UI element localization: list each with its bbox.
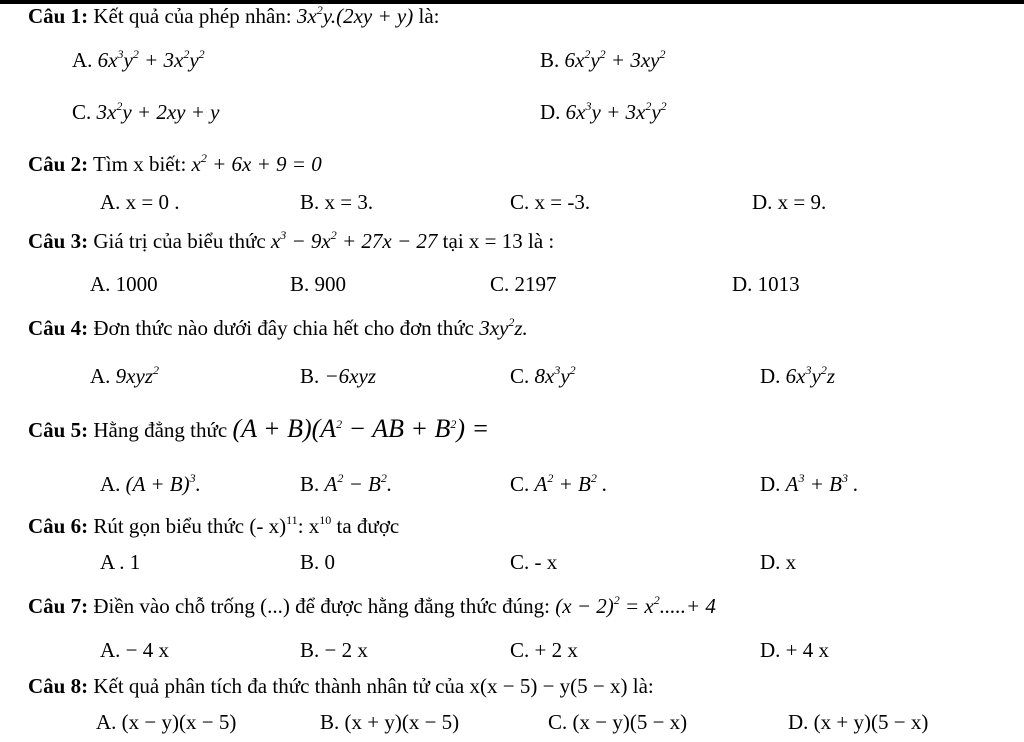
question-text: Giá trị của biểu thức [93, 229, 266, 253]
question-expression: $(A + B)(A^2$ − AB + $B^2$) = [232, 414, 490, 443]
option-text: (x + y)(5 − x) [813, 710, 929, 734]
question-label: Câu 7: [28, 594, 89, 618]
question-suffix: là: [632, 674, 654, 698]
option-c[interactable] [510, 638, 578, 663]
option-letter: B. [540, 48, 560, 72]
question-6 [28, 514, 399, 539]
option-letter: D. [752, 190, 773, 214]
option-letter: D. [540, 100, 561, 124]
option-a[interactable] [72, 48, 205, 73]
option-c[interactable] [510, 364, 576, 389]
question-expression: $3x^2y.(2xy + y)$ [296, 3, 414, 28]
option-text: (x − y)(5 − x) [572, 710, 688, 734]
option-b[interactable] [300, 550, 335, 575]
option-text: 2197 [514, 272, 557, 296]
option-text: 9xyz$^2$ [115, 363, 159, 388]
question-label: Câu 8: [28, 674, 89, 698]
option-letter: D. [760, 638, 781, 662]
option-text: 1013 [757, 272, 800, 296]
question-suffix: ta được [336, 514, 400, 538]
question-expression: $3xy^2z$. [479, 315, 528, 340]
question-expression: $x^3 - 9x^2 + 27x - 27$ [270, 228, 438, 253]
option-d[interactable] [788, 710, 928, 735]
option-d[interactable] [752, 190, 826, 215]
option-a[interactable] [96, 710, 236, 735]
option-text: x [785, 550, 797, 574]
option-text: $A^3 + B^3$ . [785, 471, 859, 496]
question-label: Câu 6: [28, 514, 89, 538]
option-b[interactable] [300, 190, 373, 215]
option-letter: C. [72, 100, 92, 124]
option-text: 900 [314, 272, 347, 296]
option-c[interactable] [548, 710, 687, 735]
option-letter: B. [300, 550, 320, 574]
question-expression: $(x - 2)^2 = x^2.....+ 4$ [555, 593, 716, 618]
question-text: Đơn thức nào dưới đây chia hết cho đơn thức [93, 316, 474, 340]
option-letter: B. [300, 638, 320, 662]
question-text: Tìm x biết: [92, 152, 187, 176]
option-d[interactable] [760, 638, 829, 663]
option-letter: A. [100, 638, 121, 662]
option-text: $A^2 + B^2$ . [534, 471, 608, 496]
option-letter: A [100, 550, 115, 574]
question-expression: $x^2 + 6x + 9 = 0$ [191, 151, 322, 176]
question-2 [28, 152, 322, 177]
option-a[interactable] [90, 272, 158, 297]
question-7 [28, 594, 716, 619]
option-c[interactable] [72, 100, 219, 125]
option-letter: C. [510, 190, 530, 214]
option-text: x = 0 . [125, 190, 180, 214]
option-a[interactable] [90, 364, 159, 389]
option-letter: B. [300, 472, 320, 496]
option-letter: B. [300, 190, 320, 214]
option-d[interactable] [760, 550, 796, 575]
option-text: $6x^3y^2 + 3x^2y^2$ [97, 47, 205, 72]
option-text: + 4 x [785, 638, 830, 662]
option-b[interactable] [290, 272, 346, 297]
option-text: 0 [324, 550, 336, 574]
option-letter: A. [100, 190, 121, 214]
option-letter: C. [510, 364, 530, 388]
option-letter: A. [96, 710, 117, 734]
option-letter: C. [510, 638, 530, 662]
option-letter: D. [760, 364, 781, 388]
option-a[interactable] [100, 550, 140, 575]
option-b[interactable] [300, 472, 392, 497]
option-letter: A. [90, 364, 111, 388]
option-text: $3x^2y + 2xy + y$ [96, 99, 220, 124]
option-text: $6x^2y^2 + 3xy^2$ [564, 47, 666, 72]
option-b[interactable] [320, 710, 459, 735]
option-text: + 2 x [534, 638, 578, 662]
option-letter: A. [90, 272, 111, 296]
option-c[interactable] [490, 272, 557, 297]
option-text: - x [534, 550, 558, 574]
option-text: 1000 [115, 272, 158, 296]
option-letter: C. [510, 550, 530, 574]
question-expression: x(x − 5) − y(5 − x) [469, 674, 628, 698]
option-c[interactable] [510, 190, 590, 215]
question-1 [28, 4, 439, 29]
option-letter: A. [72, 48, 93, 72]
question-text: Kết quả phân tích đa thức thành nhân tử của [93, 674, 465, 698]
option-letter: D. [732, 272, 753, 296]
question-text: Kết quả của phép nhân: [93, 4, 292, 28]
question-label: Câu 1: [28, 4, 89, 28]
question-suffix: tại x = 13 là : [442, 229, 555, 253]
option-text: $A^2 - B^2$. [324, 471, 393, 496]
option-b[interactable] [540, 48, 665, 73]
option-text: $6x^3y + 3x^2y^2$ [565, 99, 667, 124]
option-text: (x + y)(x − 5) [344, 710, 460, 734]
option-c[interactable] [510, 550, 557, 575]
option-letter: C. [510, 472, 530, 496]
question-label: Câu 4: [28, 316, 89, 340]
option-c[interactable] [510, 472, 607, 497]
question-label: Câu 2: [28, 152, 89, 176]
option-text: $6x^3y^2z$ [785, 363, 836, 388]
option-text: x = -3. [534, 190, 591, 214]
option-d[interactable] [760, 472, 859, 497]
option-letter: C. [548, 710, 568, 734]
question-text: Hằng đẳng thức [93, 418, 228, 442]
option-d[interactable] [540, 100, 667, 125]
question-label: Câu 5: [28, 418, 89, 442]
option-letter: B. [320, 710, 340, 734]
question-8 [28, 674, 654, 699]
option-d[interactable] [732, 272, 800, 297]
option-text: $8x^3y^2$ [534, 363, 576, 388]
option-text: −6xyz [324, 364, 377, 388]
option-letter: B. [290, 272, 310, 296]
question-text: Điền vào chỗ trống (...) để được hằng đẳng thức đúng: [93, 594, 551, 618]
option-text: $(A + B)^3$. [125, 471, 201, 496]
option-letter: C. [490, 272, 510, 296]
option-a[interactable] [100, 638, 169, 663]
option-text: − 4 x [125, 638, 170, 662]
question-expression: (- x)$^{11}$: $x^{10}$ [249, 513, 332, 538]
option-letter: D. [760, 550, 781, 574]
question-text: Rút gọn biểu thức [93, 514, 245, 538]
option-text: . 1 [119, 550, 141, 574]
option-letter: B. [300, 364, 320, 388]
option-text: x = 9. [777, 190, 827, 214]
question-3 [28, 229, 554, 254]
option-text: − 2 x [324, 638, 368, 662]
option-b[interactable] [300, 638, 368, 663]
option-letter: A. [100, 472, 121, 496]
question-suffix: là: [418, 4, 440, 28]
option-a[interactable] [100, 472, 201, 497]
question-5 [28, 414, 489, 444]
question-label: Câu 3: [28, 229, 89, 253]
option-letter: D. [788, 710, 809, 734]
option-b[interactable] [300, 364, 376, 389]
option-a[interactable] [100, 190, 180, 215]
question-4 [28, 316, 528, 341]
option-d[interactable] [760, 364, 835, 389]
option-letter: D. [760, 472, 781, 496]
option-text: x = 3. [324, 190, 374, 214]
option-text: (x − y)(x − 5) [121, 710, 237, 734]
